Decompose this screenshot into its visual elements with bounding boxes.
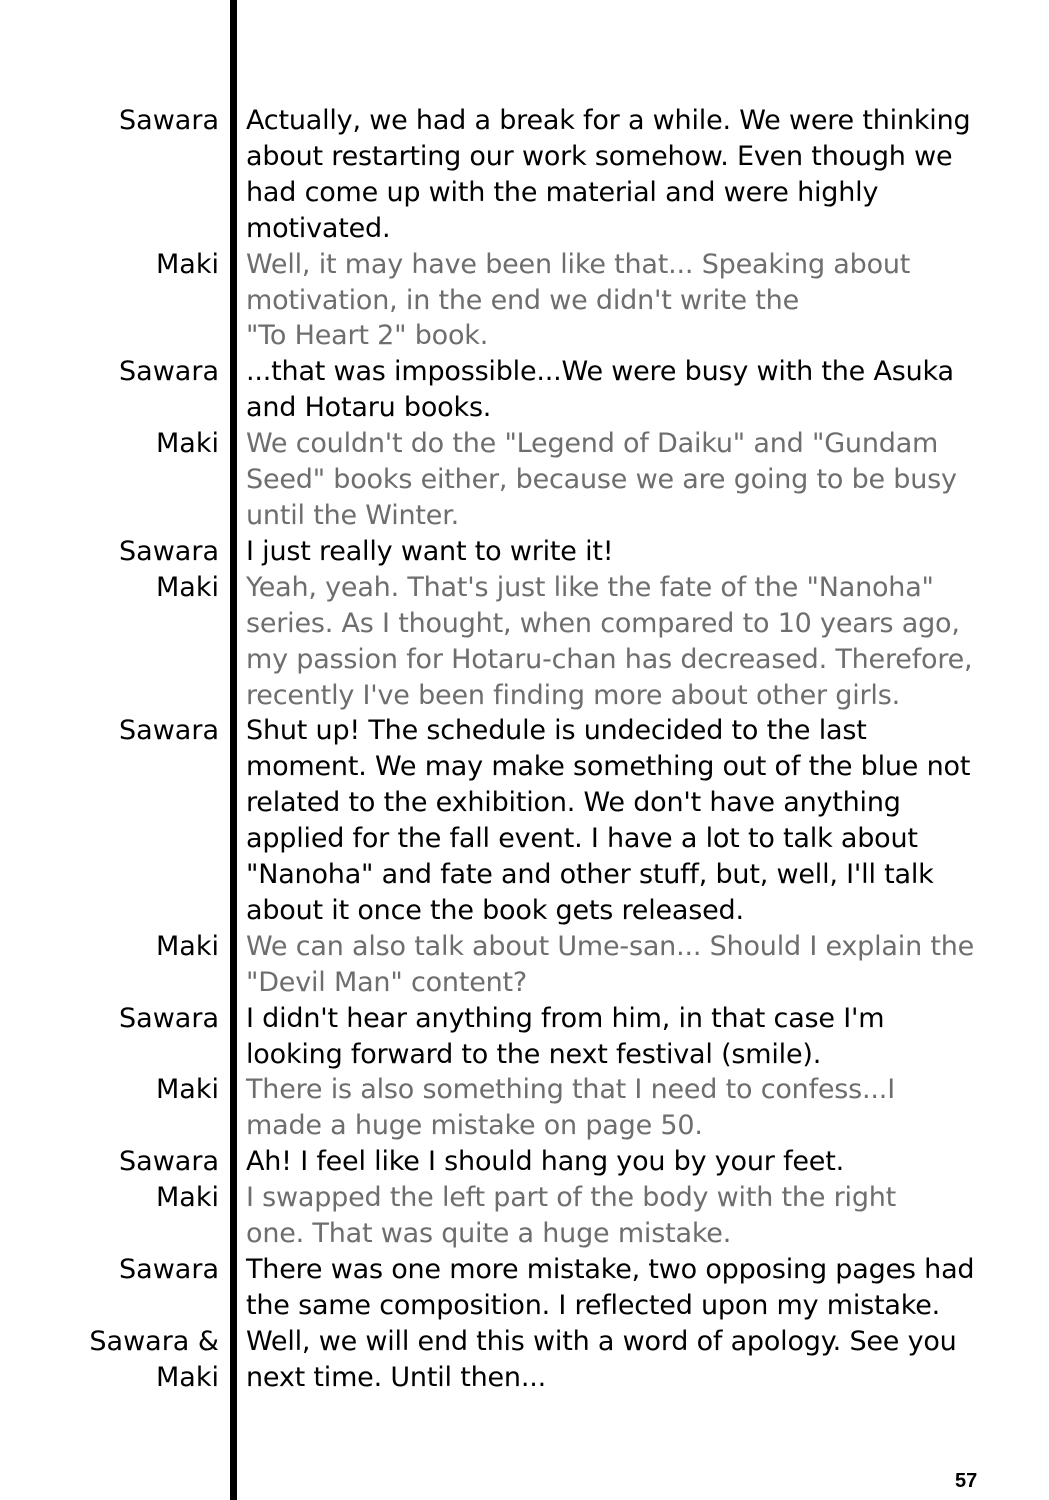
dialogue-text: ...that was impossible...We were busy with the Asuka and Hotaru books. bbox=[246, 356, 954, 424]
dialogue-text: There was one more mistake, two opposing pages had the same composition. I reflected upon my mistake. bbox=[246, 1254, 975, 1321]
dialogue-entry bbox=[0, 1324, 1049, 1396]
speaker-name: Sawara bbox=[119, 535, 219, 567]
dialogue-transcript bbox=[0, 103, 1049, 1396]
speaker-name: Maki bbox=[156, 571, 219, 603]
speaker-name: Maki bbox=[156, 248, 219, 280]
dialogue-text: Ah! I feel like I should hang you by your feet. bbox=[246, 1146, 844, 1178]
dialogue-text: Actually, we had a break for a while. We were thinking about restarting our work somehow. Even though we had come up with the material and were highly motivated. bbox=[246, 105, 971, 244]
dialogue-text: I didn't hear anything from him, in that case I'm looking forward to the next festival (smile). bbox=[246, 1002, 885, 1070]
speaker-name: Sawara & Maki bbox=[89, 1325, 219, 1393]
dialogue-entry bbox=[0, 570, 1049, 714]
dialogue-text: We couldn't do the "Legend of Daiku" and "Gundam Seed" books either, because we are going to be busy until the Winter. bbox=[246, 428, 957, 531]
speaker-name: Maki bbox=[156, 930, 219, 962]
dialogue-text: Yeah, yeah. That's just like the fate of the "Nanoha" series. As I thought, when compared to 10 years ago, my passion for Hotaru-chan has decreased. Therefore, recently I've been finding more about other girls. bbox=[246, 571, 973, 711]
speaker-name: Maki bbox=[156, 1074, 219, 1106]
dialogue-text: Shut up! The schedule is undecided to the last moment. We may make something out of the blue not related to the exhibition. We don't have anything applied for the fall event. I have a lot to talk about "Nanoha" and fate and other stuff, but, well, I'll talk about it once the book gets released. bbox=[246, 715, 971, 926]
speaker-name: Sawara bbox=[119, 105, 219, 136]
speaker-name: Maki bbox=[156, 428, 219, 460]
page-number: 57 bbox=[955, 1470, 978, 1492]
dialogue-entry bbox=[0, 1072, 1049, 1144]
speaker-name: Maki bbox=[156, 1182, 219, 1214]
dialogue-text: We can also talk about Ume-san... Should I explain the "Devil Man" content? bbox=[246, 930, 975, 998]
dialogue-entry bbox=[0, 426, 1049, 534]
dialogue-entry bbox=[0, 103, 1049, 247]
dialogue-entry bbox=[0, 247, 1049, 355]
speaker-name: Sawara bbox=[119, 356, 219, 388]
dialogue-entry bbox=[0, 929, 1049, 1001]
dialogue-text: I just really want to write it! bbox=[246, 535, 614, 567]
speaker-name: Sawara bbox=[119, 1254, 219, 1285]
dialogue-text: Well, it may have been like that... Speaking about motivation, in the end we didn't write the "To Heart 2" book. bbox=[246, 248, 911, 352]
dialogue-entry bbox=[0, 1144, 1049, 1180]
speaker-name: Sawara bbox=[119, 715, 219, 747]
speaker-name: Sawara bbox=[119, 1146, 219, 1178]
dialogue-entry bbox=[0, 354, 1049, 426]
dialogue-entry bbox=[0, 713, 1049, 928]
dialogue-entry bbox=[0, 1252, 1049, 1324]
speaker-name: Sawara bbox=[119, 1002, 219, 1034]
dialogue-text: Well, we will end this with a word of apology. See you next time. Until then... bbox=[246, 1325, 957, 1393]
dialogue-entry bbox=[0, 534, 1049, 570]
dialogue-entry bbox=[0, 1001, 1049, 1073]
dialogue-entry bbox=[0, 1180, 1049, 1252]
dialogue-text: I swapped the left part of the body with the right one. That was quite a huge mistake. bbox=[246, 1182, 897, 1250]
dialogue-text: There is also something that I need to confess...I made a huge mistake on page 50. bbox=[246, 1074, 895, 1142]
